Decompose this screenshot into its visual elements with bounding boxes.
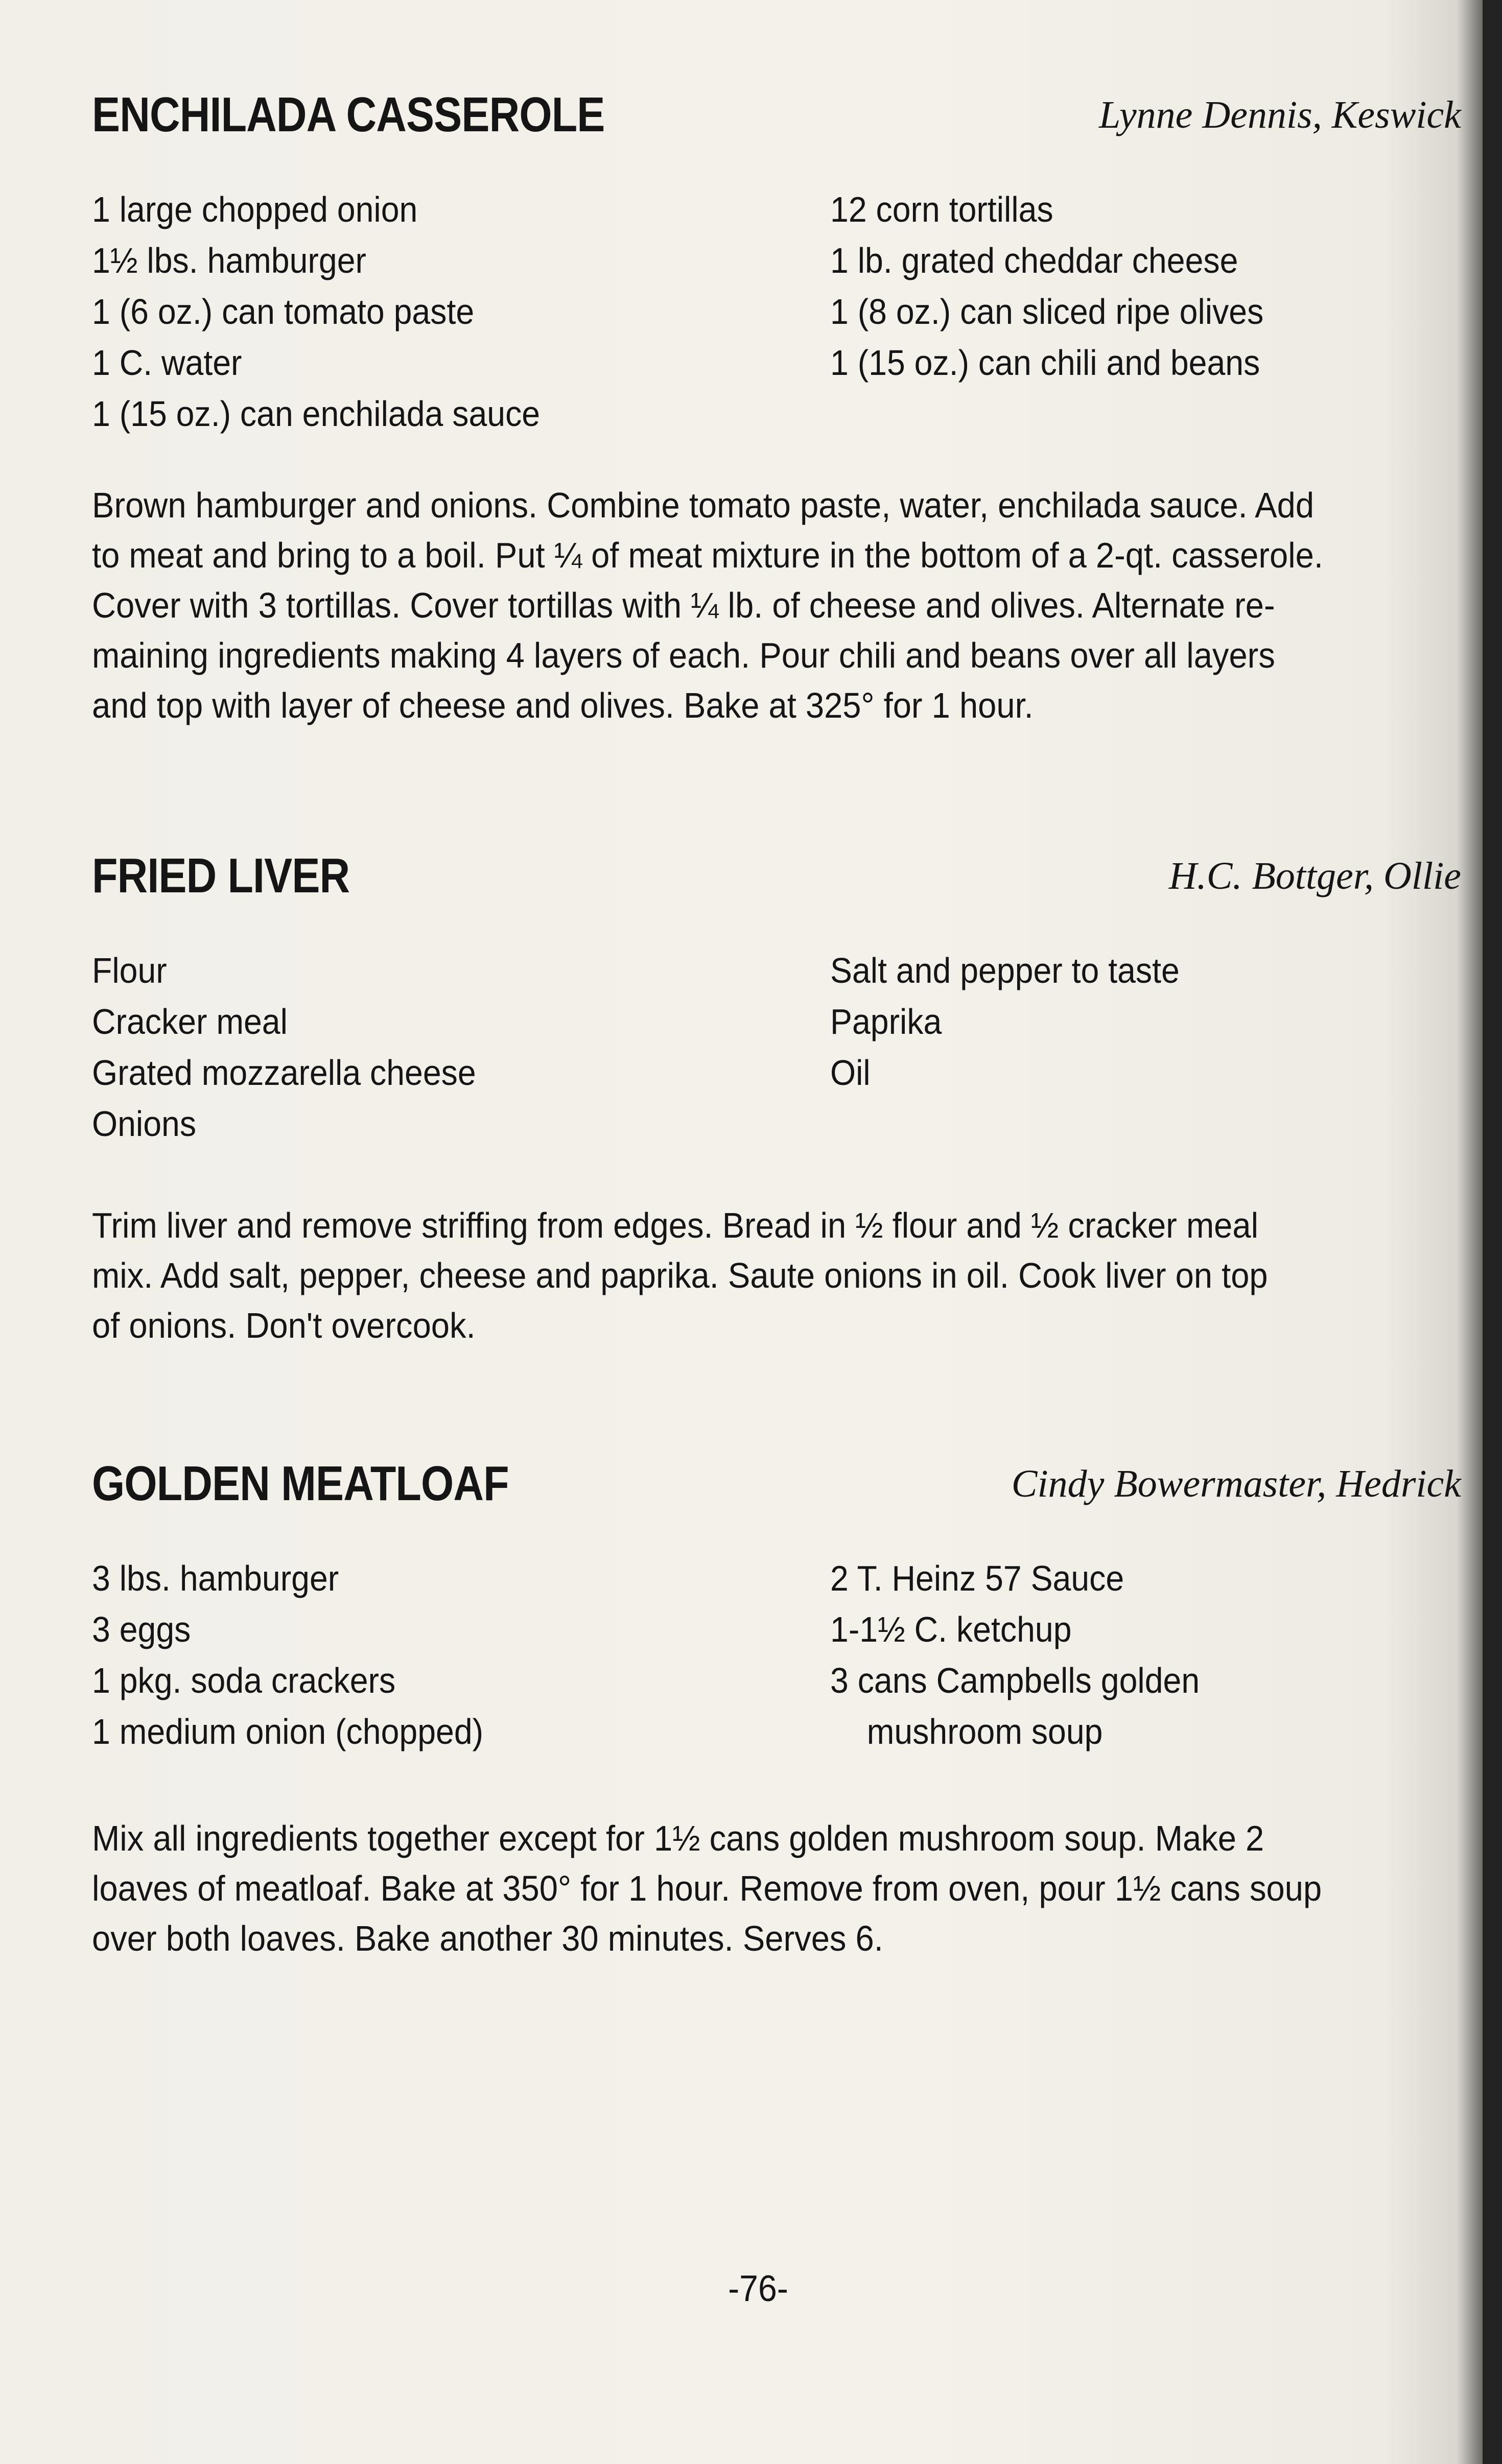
ingredient: Grated mozzarella cheese	[92, 1053, 476, 1093]
ingredients	[92, 1553, 1461, 1757]
directions-line: loaves of meatloaf. Bake at 350° for 1 hour. Remove from oven, pour 1½ cans soup	[92, 1868, 1322, 1908]
ingredients-right-column	[830, 184, 1301, 388]
directions-line: to meat and bring to a boil. Put ¼ of meat mixture in the bottom of a 2-qt. casserole.	[92, 535, 1323, 575]
ingredient: 1½ lbs. hamburger	[92, 241, 366, 280]
ingredients-left-column	[92, 945, 509, 1149]
ingredients	[92, 945, 1461, 1149]
recipe-header	[92, 1456, 1461, 1522]
ingredient: 1 pkg. soda crackers	[92, 1661, 396, 1700]
ingredient: Flour	[92, 951, 167, 990]
recipe-directions	[92, 1200, 1365, 1351]
ingredient: 1 medium onion (chopped)	[92, 1712, 484, 1751]
recipe-enchilada-casserole	[92, 87, 1461, 725]
ingredient: 1 C. water	[92, 343, 242, 383]
ingredient: 1 large chopped onion	[92, 189, 418, 229]
directions-line: Mix all ingredients together except for 1½ cans golden mushroom soup. Make 2	[92, 1818, 1264, 1858]
ingredient: 3 lbs. hamburger	[92, 1558, 339, 1598]
ingredient: Salt and pepper to taste	[830, 951, 1180, 990]
ingredients-right-column	[830, 1553, 1232, 1757]
directions-line: Brown hamburger and onions. Combine tomato paste, water, enchilada sauce. Add	[92, 485, 1315, 525]
recipe-fried-liver	[92, 848, 1461, 1345]
ingredient: Cracker meal	[92, 1002, 288, 1041]
recipe-title: FRIED LIVER	[92, 848, 350, 903]
page-edge-shadow	[1483, 0, 1502, 2464]
directions-line: over both loaves. Bake another 30 minutes. Serves 6.	[92, 1918, 883, 1958]
ingredient: Oil	[830, 1053, 871, 1093]
recipe-title: GOLDEN MEATLOAF	[92, 1456, 509, 1511]
ingredient: 3 cans Campbells golden	[830, 1661, 1200, 1700]
directions-line: mix. Add salt, pepper, cheese and paprika. Saute onions in oil. Cook liver on top	[92, 1255, 1268, 1295]
ingredient: 12 corn tortillas	[830, 189, 1053, 229]
recipe-directions	[92, 1813, 1365, 1963]
ingredients-left-column	[92, 184, 579, 439]
recipe-author: Lynne Dennis, Keswick	[1098, 93, 1461, 136]
ingredients-right-column	[830, 945, 1210, 1098]
recipe-golden-meatloaf	[92, 1456, 1461, 1958]
recipe-directions	[92, 480, 1365, 730]
directions-line: Trim liver and remove striffing from edges. Bread in ½ flour and ½ cracker meal	[92, 1205, 1259, 1245]
ingredient: 1 (15 oz.) can chili and beans	[830, 343, 1260, 383]
recipe-header	[92, 848, 1461, 914]
recipe-title: ENCHILADA CASSEROLE	[92, 87, 605, 142]
directions-line: Cover with 3 tortillas. Cover tortillas with ¼ lb. of cheese and olives. Alternate re-	[92, 585, 1275, 625]
page-number: -76-	[728, 2268, 788, 2309]
directions-line: maining ingredients making 4 layers of each. Pour chili and beans over all layers	[92, 635, 1275, 675]
ingredient: Paprika	[830, 1002, 942, 1041]
recipe-author: H.C. Bottger, Ollie	[1168, 855, 1461, 897]
recipe-author: Cindy Bowermaster, Hedrick	[1011, 1462, 1461, 1505]
ingredient: mushroom soup	[866, 1712, 1103, 1751]
ingredient: 3 eggs	[92, 1609, 191, 1649]
directions-line: and top with layer of cheese and olives. Bake at 325° for 1 hour.	[92, 685, 1034, 725]
directions-line: of onions. Don't overcook.	[92, 1306, 476, 1345]
ingredient: 2 T. Heinz 57 Sauce	[830, 1558, 1124, 1598]
ingredient: 1 (6 oz.) can tomato paste	[92, 292, 475, 331]
ingredient: Onions	[92, 1104, 197, 1144]
ingredient: 1-1½ C. ketchup	[830, 1609, 1072, 1649]
recipe-header	[92, 87, 1461, 153]
ingredients	[92, 184, 1461, 439]
ingredient: 1 (8 oz.) can sliced ripe olives	[830, 292, 1264, 331]
ingredients-left-column	[92, 1553, 518, 1757]
ingredient: 1 lb. grated cheddar cheese	[830, 241, 1238, 280]
ingredient: 1 (15 oz.) can enchilada sauce	[92, 394, 541, 434]
